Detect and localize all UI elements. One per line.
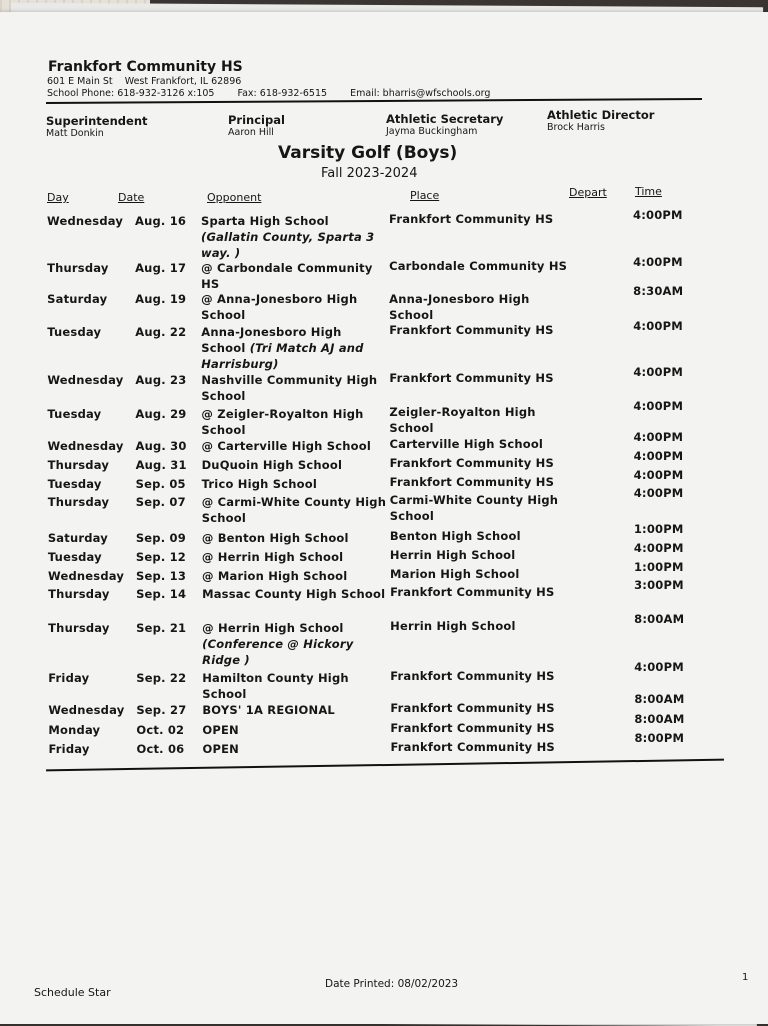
row-place: Herrin High School [389,548,516,562]
opponent-name: Massac County High School [202,587,386,601]
opponent-name: OPEN [202,723,239,737]
row-date: Aug. 31 [135,458,187,472]
row-time: 4:00PM [634,660,684,674]
row-opponent [202,530,387,546]
row-day: Thursday [47,261,109,275]
row-opponent [201,260,386,292]
row-date: Aug. 30 [135,439,187,453]
row-date: Aug. 22 [135,325,187,339]
school-address [47,76,241,87]
schedule-season: Fall 2023-2024 [321,166,418,181]
staff-name: Aaron Hill [228,127,274,138]
row-place: Frankfort Community HS [389,371,554,385]
staff-title: Athletic Secretary [386,112,504,126]
staff-title: Principal [228,113,285,127]
row-place: Herrin High School [390,619,516,633]
row-day: Friday [48,671,90,685]
row-opponent [202,620,387,668]
row-date: Aug. 17 [135,261,187,275]
opponent-name: @ Zeigler-Royalton High School [201,407,364,437]
row-time: 8:00AM [634,712,685,726]
opponent-name: DuQuoin High School [201,458,343,472]
column-header-depart: Depart [569,186,607,199]
row-date: Aug. 16 [135,214,187,228]
opponent-name: @ Marion High School [201,569,348,583]
row-place: Benton High School [389,529,521,543]
row-day: Tuesday [47,550,102,564]
row-time: 4:00PM [633,208,683,222]
row-place: Zeigler-Royalton High School [389,405,536,435]
opponent-name: Hamilton County High School [202,671,349,701]
row-time: 8:30AM [633,284,684,298]
column-header-opponent: Opponent [207,191,262,204]
row-day: Thursday [48,587,110,601]
row-day: Wednesday [47,373,124,387]
row-day: Friday [48,742,90,756]
row-date: Sep. 12 [135,550,186,564]
row-place: Frankfort Community HS [389,456,554,470]
row-time: 4:00PM [633,319,683,333]
staff-title: Superintendent [46,114,148,128]
row-date: Sep. 13 [135,569,187,583]
row-day: Wednesday [47,569,125,583]
row-opponent [202,476,387,492]
street-address: 601 E Main St [47,76,113,87]
row-place: Frankfort Community HS [389,475,555,489]
row-day: Wednesday [48,703,125,717]
opponent-name: @ Carterville High School [201,439,371,453]
row-opponent [202,702,387,718]
row-opponent [202,722,387,738]
row-time: 4:00PM [633,541,684,555]
opponent-name: OPEN [202,742,239,756]
row-opponent [201,213,386,261]
contact-line [47,88,510,99]
row-time: 8:00AM [634,692,685,706]
column-header-date: Date [118,191,145,204]
row-place: Frankfort Community HS [390,740,555,754]
row-date: Oct. 06 [136,742,185,756]
row-opponent [201,438,386,454]
row-time: 4:00PM [633,399,684,413]
opponent-name: Nashville Community High School [201,373,378,403]
opponent-name: @ Benton High School [201,531,349,545]
row-place: Frankfort Community HS [389,212,554,226]
row-time: 1:00PM [633,560,684,574]
column-header-day: Day [47,191,69,204]
row-day: Tuesday [47,407,102,421]
opponent-name: @ Herrin High School [201,550,344,564]
row-day: Thursday [47,495,110,509]
row-time: 4:00PM [633,365,684,379]
row-date: Oct. 02 [136,723,185,737]
row-time: 8:00AM [634,612,685,626]
schedule-title: Varsity Golf (Boys) [278,143,458,163]
table-bottom-rule [46,759,724,772]
row-date: Sep. 27 [136,703,187,717]
row-opponent [201,372,386,404]
staff-name: Jayma Buckingham [386,126,478,137]
staff-principal [228,113,285,138]
city-state-zip: West Frankfort, IL 62896 [124,76,242,87]
row-time: 4:00PM [633,486,684,500]
row-place: Frankfort Community HS [390,669,555,683]
row-place: Frankfort Community HS [390,701,555,715]
row-opponent [201,324,386,372]
footer-brand: Schedule Star [34,986,111,999]
row-day: Tuesday [47,325,102,339]
opponent-name: Sparta High School [201,214,329,228]
row-time: 3:00PM [634,578,684,592]
footer-page-number: 1 [742,972,749,983]
row-opponent [202,568,387,584]
column-header-time: Time [635,185,662,198]
row-opponent [201,291,386,323]
row-date: Aug. 19 [135,292,187,306]
fax-number: Fax: 618-932-6515 [237,88,328,99]
row-date: Aug. 29 [135,407,187,421]
column-header-place: Place [410,189,440,202]
row-day: Wednesday [47,439,124,453]
row-day: Thursday [48,621,110,635]
opponent-name: Anna-Jonesboro High School [201,325,342,355]
staff-name: Brock Harris [547,122,605,133]
opponent-note: (Tri Match AJ and Harrisburg) [201,341,364,371]
row-place: Marion High School [389,567,520,581]
row-day: Saturday [47,531,108,545]
staff-athletic-secretary [386,112,503,137]
row-day: Monday [48,723,101,737]
opponent-note: (Conference @ Hickory Ridge ) [202,637,354,667]
row-day: Tuesday [47,477,102,491]
email-address: Email: bharris@wfschools.org [350,88,491,99]
opponent-name: @ Carbondale Community HS [201,261,373,291]
row-place: Frankfort Community HS [390,721,555,735]
row-place: Carterville High School [389,437,544,451]
row-opponent [202,457,387,473]
row-day: Saturday [47,292,108,306]
opponent-name: @ Anna-Jonesboro High School [201,292,358,322]
row-time: 4:00PM [633,449,684,463]
opponent-name: Trico High School [201,477,317,491]
row-opponent [202,586,387,602]
phone-number: School Phone: 618-932-3126 x:105 [47,88,215,99]
opponent-name: @ Carmi-White County High School [201,495,387,525]
row-date: Sep. 21 [136,621,187,635]
row-date: Sep. 14 [136,587,187,601]
row-time: 8:00PM [634,731,685,745]
staff-superintendent [46,114,148,139]
row-time: 4:00PM [633,468,684,482]
staff-name: Matt Donkin [46,128,104,139]
row-opponent [201,406,386,438]
row-day: Thursday [47,458,110,472]
school-name: Frankfort Community HS [48,59,243,75]
row-time: 4:00PM [633,255,683,269]
row-place: Frankfort Community HS [390,585,555,599]
row-opponent [202,494,387,526]
row-date: Aug. 23 [135,373,187,387]
opponent-name: BOYS' 1A REGIONAL [202,703,335,717]
staff-title: Athletic Director [547,108,655,122]
row-time: 1:00PM [633,522,684,536]
row-date: Sep. 07 [135,495,186,509]
row-opponent [202,549,387,565]
row-time: 4:00PM [633,430,684,444]
row-place: Anna-Jonesboro High School [389,292,530,322]
staff-athletic-director [547,108,654,133]
opponent-note: (Gallatin County, Sparta 3 way. ) [201,230,375,260]
row-opponent [202,741,387,757]
row-date: Sep. 22 [136,671,187,685]
row-place: Carmi-White County High School [389,493,559,523]
opponent-name: @ Herrin High School [202,621,344,635]
footer-date-printed: Date Printed: 08/02/2023 [325,978,459,990]
row-date: Sep. 05 [135,477,186,491]
row-place: Carbondale Community HS [389,259,568,273]
row-date: Sep. 09 [135,531,186,545]
row-place: Frankfort Community HS [389,323,554,337]
schedule-document [0,12,768,1024]
row-day: Wednesday [47,214,124,228]
row-opponent [202,670,387,702]
